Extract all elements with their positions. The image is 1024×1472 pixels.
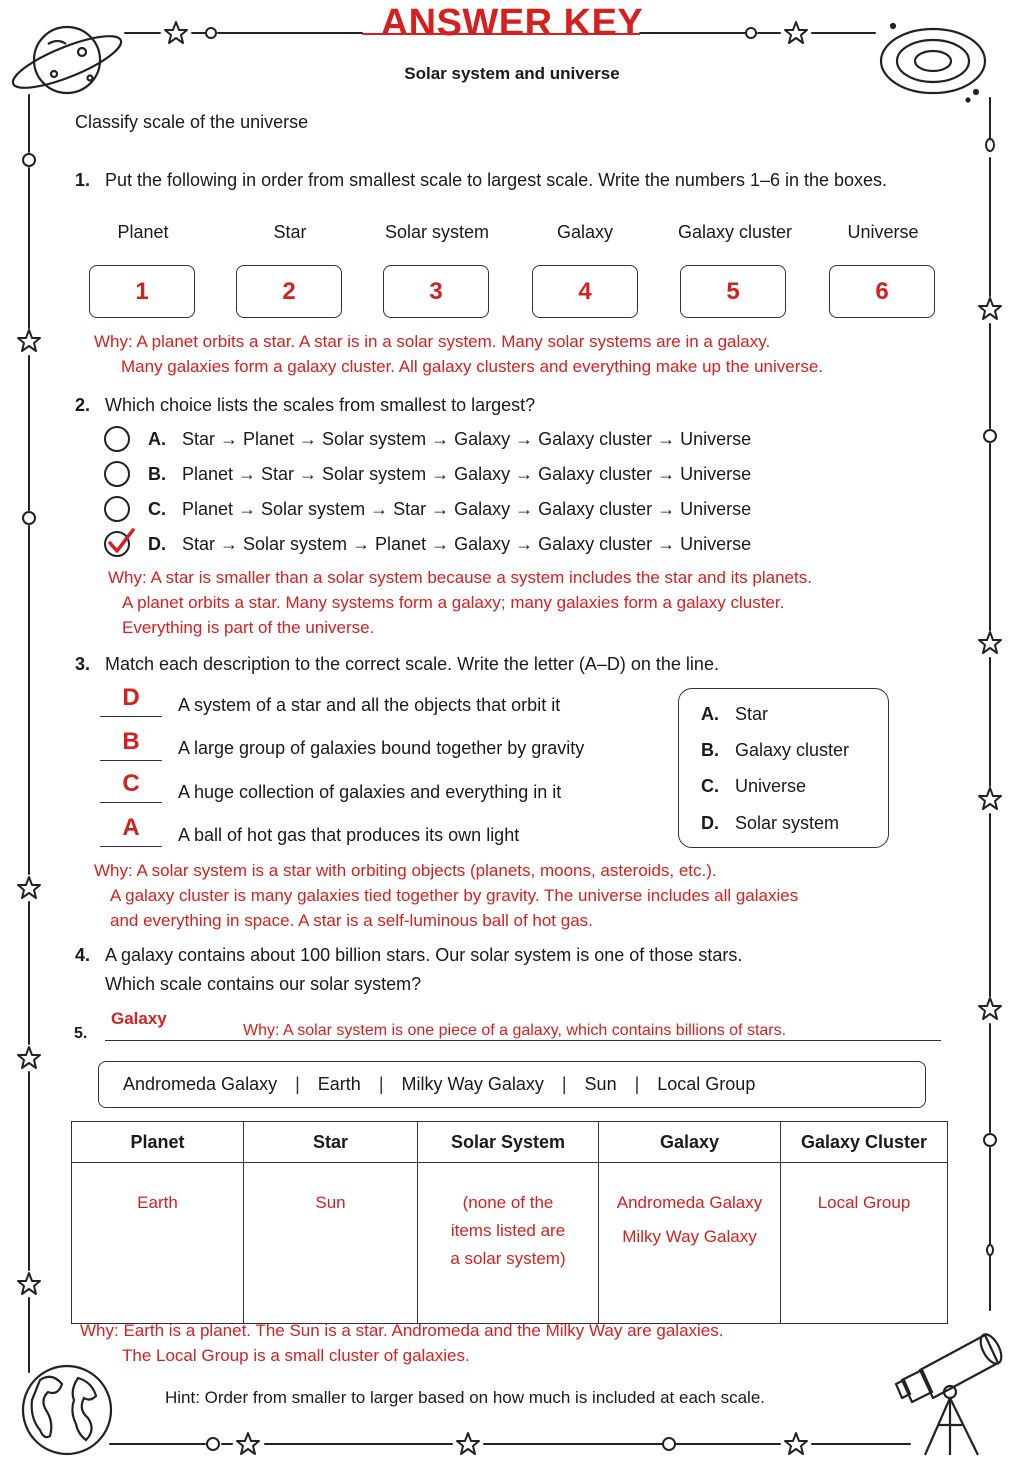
cell-entry: Andromeda Galaxy: [616, 1193, 763, 1212]
page-title: ANSWER KEY: [380, 2, 644, 44]
option-text: Planet → Solar system → Star → Galaxy → Galaxy cluster → Universe: [182, 498, 752, 519]
match-answer-3[interactable]: C: [100, 770, 162, 803]
star-icon: [457, 1433, 479, 1454]
telescope-icon: [896, 1331, 1006, 1455]
cell-entry: Sun: [315, 1193, 346, 1212]
star-icon: [979, 298, 1001, 319]
q3-prompt: [75, 654, 719, 675]
radio-d[interactable]: [104, 531, 130, 557]
star-icon: [18, 877, 40, 898]
key-item-c: C. Universe: [701, 776, 807, 796]
q2-option-a[interactable]: [104, 424, 751, 454]
q2-option-c[interactable]: [104, 494, 751, 524]
table-cell-galaxy[interactable]: [599, 1163, 781, 1324]
q4-number: 4.: [75, 945, 91, 965]
answer-box-galaxy-cluster[interactable]: 5: [680, 265, 786, 318]
q1-text: Put the following in order from smallest scale to largest scale. Write the numbers 1–6 in the boxes.: [105, 170, 888, 190]
scale-label-universe: Universe: [847, 222, 919, 242]
cell-entry: items listed are: [450, 1221, 566, 1240]
word-bank-item[interactable]: Andromeda Galaxy: [123, 1074, 278, 1094]
scale-label-star: Star: [273, 222, 307, 242]
q1-why-line-1: Why: A planet orbits a star. A star is in a solar system. Many solar systems are in a galaxy.: [94, 332, 771, 351]
cell-entry: a solar system): [450, 1249, 566, 1268]
q3-why-line-3: and everything in space. A star is a self-luminous ball of hot gas.: [110, 911, 593, 930]
answer-box-universe[interactable]: 6: [829, 265, 935, 318]
checkmark-icon: [104, 527, 136, 559]
word-bank-item[interactable]: Sun: [584, 1074, 617, 1094]
option-letter: A.: [148, 428, 166, 449]
match-desc-2: A large group of galaxies bound together by gravity: [178, 738, 585, 758]
q3-why-line-2: A galaxy cluster is many galaxies tied together by gravity. The universe includes all galaxies: [110, 886, 799, 905]
word-bank-separator: |: [378, 1074, 384, 1094]
q2-prompt: [75, 395, 535, 416]
q4-answer-line: [105, 1040, 941, 1041]
word-bank-separator: |: [295, 1074, 300, 1094]
radio-c[interactable]: [104, 496, 130, 522]
q4-prompt: [75, 945, 742, 966]
star-icon: [979, 632, 1001, 653]
table-header-solar-system: Solar System: [418, 1122, 599, 1163]
table-header-planet: Planet: [72, 1122, 244, 1163]
word-bank-separator: |: [561, 1074, 567, 1094]
match-desc-3: A huge collection of galaxies and everything in it: [178, 782, 562, 802]
q5-why-line-1: Why: Earth is a planet. The Sun is a star. Andromeda and the Milky Way are galaxies.: [80, 1321, 724, 1340]
q5-number: 5.: [74, 1025, 88, 1042]
star-icon: [979, 788, 1001, 809]
q5-why-line-2: The Local Group is a small cluster of galaxies.: [122, 1346, 470, 1365]
word-bank-item[interactable]: Local Group: [657, 1074, 756, 1094]
table-cell-planet[interactable]: [72, 1163, 244, 1324]
cell-entry: Earth: [137, 1193, 178, 1212]
scale-label-galaxy-cluster: Galaxy cluster: [677, 222, 793, 242]
hint-text: Hint: Order from smaller to larger based on how much is included at each scale.: [165, 1388, 765, 1407]
star-icon: [979, 998, 1001, 1019]
table-cell-galaxy-cluster[interactable]: [781, 1163, 948, 1324]
star-icon: [18, 330, 40, 351]
q2-number: 2.: [75, 395, 91, 415]
answer-box-planet[interactable]: 1: [89, 265, 195, 318]
option-letter: B.: [148, 463, 166, 484]
sorting-table: [71, 1121, 948, 1324]
table-cell-star[interactable]: [244, 1163, 418, 1324]
section-heading: Classify scale of the universe: [75, 112, 309, 132]
star-icon: [18, 1273, 40, 1294]
option-letter: C.: [148, 498, 166, 519]
cell-entry: Milky Way Galaxy: [622, 1227, 757, 1246]
q2-option-b[interactable]: [104, 459, 751, 489]
globe-icon: [23, 1366, 111, 1454]
q2-why-line-2: A planet orbits a star. Many systems form a galaxy; many galaxies form a galaxy cluster.: [122, 593, 785, 612]
q4-why: Why: A solar system is one piece of a galaxy, which contains billions of stars.: [243, 1022, 787, 1039]
q4-text-1: A galaxy contains about 100 billion stars. Our solar system is one of those stars.: [105, 945, 743, 965]
table-cell-solar-system[interactable]: [418, 1163, 599, 1324]
star-icon: [18, 1047, 40, 1068]
q3-number: 3.: [75, 654, 91, 674]
match-desc-4: A ball of hot gas that produces its own light: [178, 825, 520, 845]
option-text: Star → Planet → Solar system → Galaxy → Galaxy cluster → Universe: [182, 428, 752, 449]
q1-prompt: [75, 170, 887, 191]
word-bank-separator: |: [634, 1074, 640, 1094]
radio-a[interactable]: [104, 426, 130, 452]
option-text: Planet → Star → Solar system → Galaxy → Galaxy cluster → Universe: [182, 463, 752, 484]
scale-label-galaxy: Galaxy: [556, 222, 614, 242]
q1-number: 1.: [75, 170, 91, 190]
q4-answer[interactable]: Galaxy: [111, 1009, 167, 1028]
page-subtitle: Solar system and universe: [404, 64, 620, 83]
q1-why-line-2: Many galaxies form a galaxy cluster. All galaxy clusters and everything make up the universe.: [121, 357, 824, 376]
radio-b[interactable]: [104, 461, 130, 487]
match-answer-1[interactable]: D: [100, 684, 162, 717]
word-bank-item[interactable]: Earth: [317, 1074, 361, 1094]
scale-label-planet: Planet: [117, 222, 169, 242]
q2-option-d[interactable]: [104, 529, 751, 559]
q2-text: Which choice lists the scales from smallest to largest?: [105, 395, 536, 415]
scale-label-solar-system: Solar system: [384, 222, 490, 242]
star-icon: [785, 1433, 807, 1454]
option-text: Star → Solar system → Planet → Galaxy → Galaxy cluster → Universe: [182, 533, 752, 554]
title-strike-line: [362, 33, 640, 35]
table-header-galaxy: Galaxy: [599, 1122, 781, 1163]
q2-why-line-3: Everything is part of the universe.: [122, 618, 375, 637]
key-item-a: A. Star: [701, 704, 769, 724]
q4-text-2: Which scale contains our solar system?: [105, 974, 422, 994]
q2-why-line-1: Why: A star is smaller than a solar system because a system includes the star and its planets.: [108, 568, 812, 587]
cell-entry: (none of the: [462, 1193, 554, 1212]
option-letter: D.: [148, 533, 166, 554]
q3-why-line-1: Why: A solar system is a star with orbiting objects (planets, moons, asteroids, etc.).: [94, 861, 717, 880]
table-header-galaxy-cluster: Galaxy Cluster: [781, 1122, 948, 1163]
match-desc-1: A system of a star and all the objects that orbit it: [178, 695, 561, 715]
key-item-b: B. Galaxy cluster: [701, 740, 850, 760]
answer-box-solar-system[interactable]: 3: [383, 265, 489, 318]
word-bank: [98, 1061, 926, 1108]
q3-text: Match each description to the correct scale. Write the letter (A–D) on the line.: [105, 654, 719, 674]
match-answer-2[interactable]: B: [100, 728, 162, 761]
word-bank-item[interactable]: Milky Way Galaxy: [401, 1074, 544, 1094]
answer-box-star[interactable]: 2: [236, 265, 342, 318]
cell-entry: Local Group: [817, 1193, 911, 1212]
table-header-star: Star: [244, 1122, 418, 1163]
key-item-d: D. Solar system: [701, 813, 840, 833]
answer-box-galaxy[interactable]: 4: [532, 265, 638, 318]
match-answer-4[interactable]: A: [100, 814, 162, 847]
star-icon: [237, 1433, 259, 1454]
